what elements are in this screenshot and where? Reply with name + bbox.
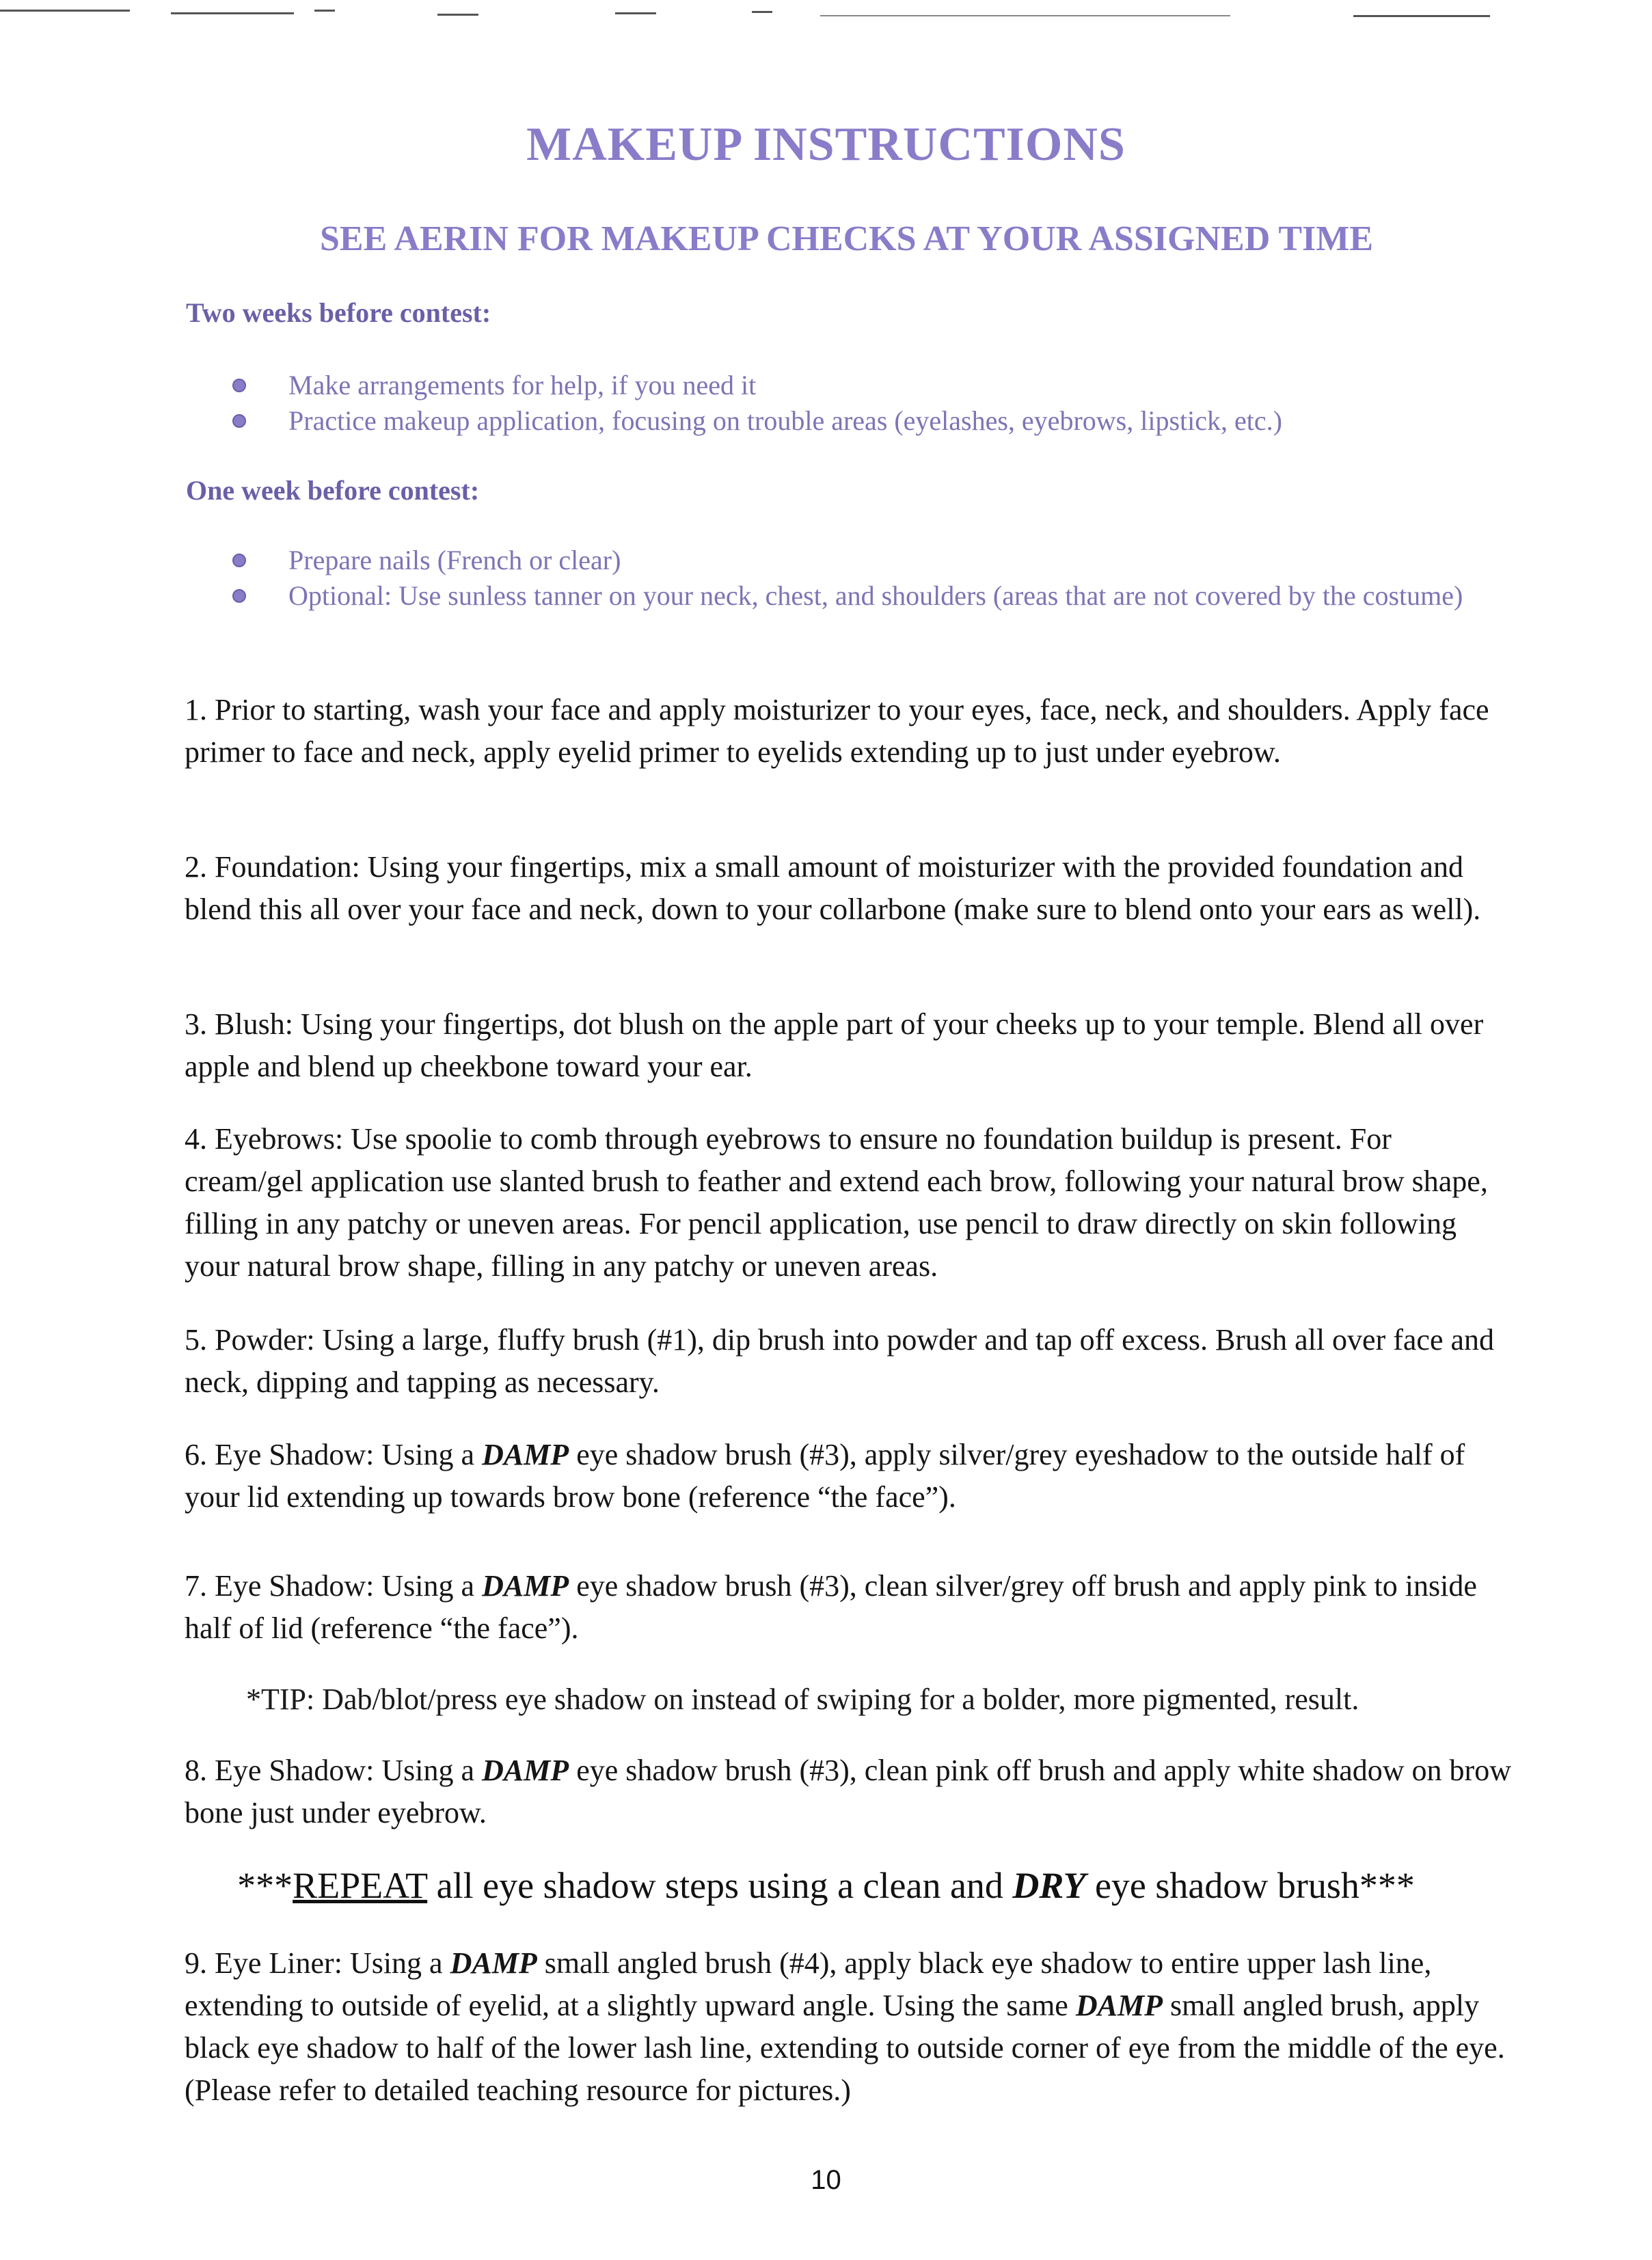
bullet-icon <box>232 414 246 428</box>
tip-note: *TIP: Dab/blot/press eye shadow on instead of swiping for a bolder, more pigmented, result. <box>246 1683 1359 1716</box>
step-6: 6. Eye Shadow: Using a DAMP eye shadow brush (#3), apply silver/grey eyeshadow to the outside half of your lid extending up towards brow bone (reference “the face”). <box>185 1438 1465 1514</box>
bullet-list-one-week <box>232 543 1531 614</box>
page-subtitle: SEE AERIN FOR MAKEUP CHECKS AT YOUR ASSIGNED TIME <box>319 219 1374 258</box>
emphasis-damp: DAMP <box>482 1438 569 1471</box>
page-title: MAKEUP INSTRUCTIONS <box>526 118 1126 171</box>
list-item: Prepare nails (French or clear) <box>232 543 1531 578</box>
emphasis-damp: DAMP <box>482 1754 569 1787</box>
step-7: 7. Eye Shadow: Using a DAMP eye shadow brush (#3), clean silver/grey off brush and apply pink to inside half of lid (reference “the face”). <box>185 1569 1477 1645</box>
step-3: 3. Blush: Using your fingertips, dot blush on the apple part of your cheeks up to your temple. Blend all over apple and blend up cheekbone toward your ear. <box>185 1007 1484 1083</box>
list-item: Practice makeup application, focusing on trouble areas (eyelashes, eyebrows, lipstick, etc.) <box>232 403 1531 439</box>
step-5: 5. Powder: Using a large, fluffy brush (#1), dip brush into powder and tap off excess. Brush all over face and neck, dipping and tapping as necessary. <box>185 1323 1494 1399</box>
step-2: 2. Foundation: Using your fingertips, mix a small amount of moisturizer with the provided foundation and blend this all over your face and neck, down to your collarbone (make sure to blend onto your ears as well). <box>185 850 1481 926</box>
bullet-icon <box>232 589 246 603</box>
emphasis-damp: DAMP <box>450 1946 537 1980</box>
list-item: Make arrangements for help, if you need it <box>232 368 1531 403</box>
step-4: 4. Eyebrows: Use spoolie to comb through eyebrows to ensure no foundation buildup is present. For cream/gel application use slanted brush to feather and extend each brow, following your natural brow shape, filling in any patchy or uneven areas. For pencil application, use pencil to draw directly on skin following your natural brow shape, filling in any patchy or uneven areas. <box>185 1122 1488 1283</box>
section-heading-one-week: One week before contest: <box>186 475 480 506</box>
list-item: Optional: Use sunless tanner on your neck, chest, and shoulders (areas that are not covered by the costume) <box>232 578 1531 614</box>
bullet-list-two-weeks <box>232 368 1531 439</box>
repeat-note: ***REPEAT all eye shadow steps using a clean and DRY eye shadow brush*** <box>237 1865 1415 1906</box>
step-9: 9. Eye Liner: Using a DAMP small angled brush (#4), apply black eye shadow to entire upper lash line, extending to outside of eyelid, at a slightly upward angle. Using the same DAMP small angled brush, apply black eye shadow to half of the lower lash line, extending to outside corner of eye from the middle of the eye. (Please refer to detailed teaching resource for pictures.) <box>185 1946 1505 2107</box>
emphasis-damp: DAMP <box>482 1569 569 1603</box>
step-8: 8. Eye Shadow: Using a DAMP eye shadow brush (#3), clean pink off brush and apply white shadow on brow bone just under eyebrow. <box>185 1754 1511 1829</box>
step-1: 1. Prior to starting, wash your face and apply moisturizer to your eyes, face, neck, and shoulders. Apply face primer to face and neck, apply eyelid primer to eyelids extending up to just under eyebrow. <box>185 693 1489 769</box>
bullet-icon <box>232 554 246 567</box>
page-number: 10 <box>811 2165 841 2195</box>
bullet-icon <box>232 379 246 392</box>
section-heading-two-weeks: Two weeks before contest: <box>186 297 491 328</box>
emphasis-damp: DAMP <box>1075 1989 1163 2022</box>
